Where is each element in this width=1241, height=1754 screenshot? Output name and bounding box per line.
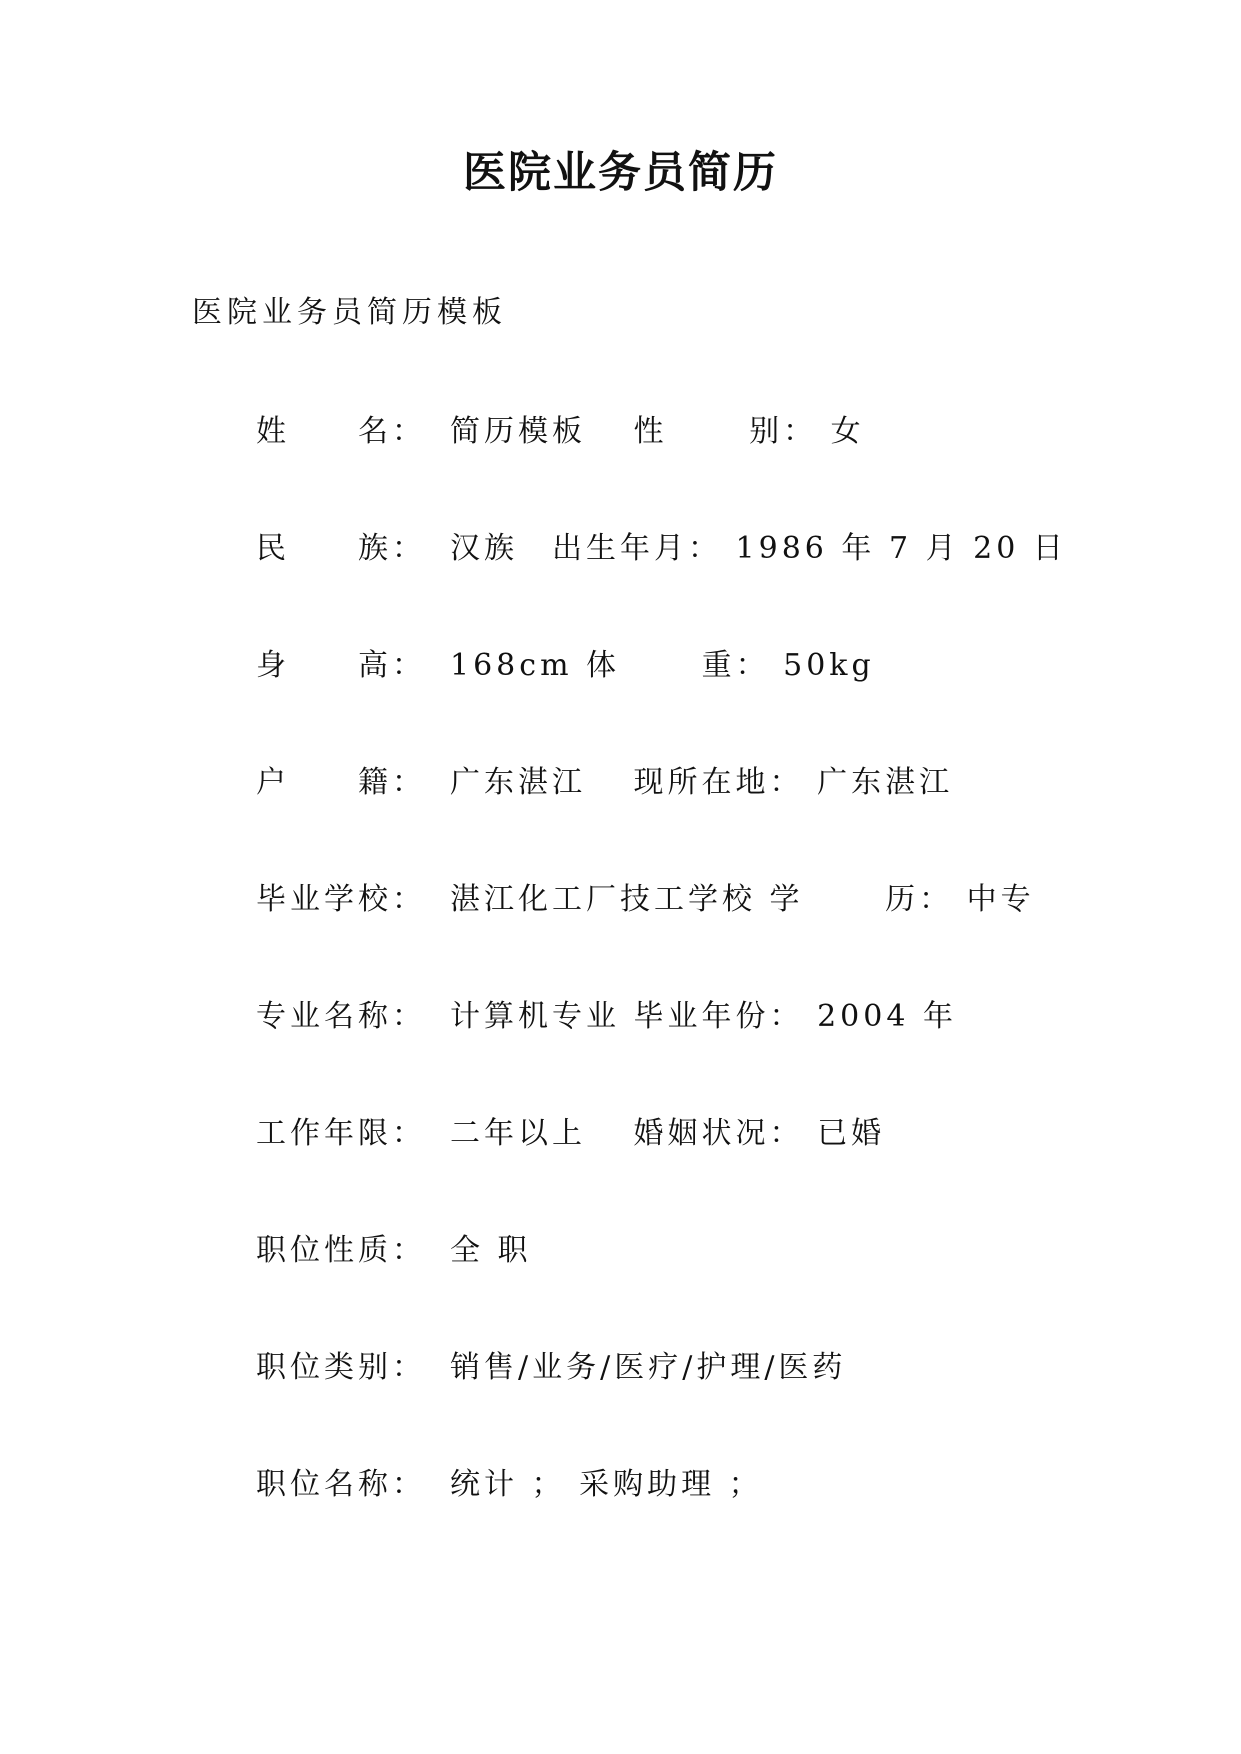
field-label: 民 族： — [256, 531, 426, 566]
field-row-major — [256, 999, 1156, 1116]
field-label: 职位性质： — [256, 1233, 426, 1268]
field-label: 户 籍： — [256, 765, 426, 800]
field-value: 全 职 — [450, 1233, 532, 1268]
page-title: 医院业务员简历 — [463, 148, 778, 198]
field-row-job-title — [256, 1467, 1156, 1584]
resume-fields — [256, 414, 1156, 1584]
field-value: 计算机专业 毕业年份： 2004 年 — [450, 999, 957, 1034]
field-value: 二年以上 婚姻状况： 已婚 — [450, 1116, 886, 1151]
field-label: 专业名称： — [256, 999, 426, 1034]
subtitle: 医院业务员简历模板 — [192, 295, 507, 330]
field-value: 简历模板 性 别： 女 — [450, 414, 865, 449]
field-row-job-category — [256, 1350, 1156, 1467]
field-row-school — [256, 882, 1156, 999]
field-value: 汉族 出生年月： 1986 年 7 月 20 日 — [450, 531, 1067, 566]
field-label: 身 高： — [256, 648, 426, 683]
field-label: 职位名称： — [256, 1467, 426, 1502]
field-row-job-nature — [256, 1233, 1156, 1350]
field-row-ethnicity — [256, 531, 1156, 648]
field-label: 工作年限： — [256, 1116, 426, 1151]
field-value: 销售/业务/医疗/护理/医药 — [450, 1350, 847, 1385]
field-row-name — [256, 414, 1156, 531]
field-label: 毕业学校： — [256, 882, 426, 917]
field-value: 湛江化工厂技工学校 学 历： 中专 — [450, 882, 1035, 917]
field-value: 广东湛江 现所在地： 广东湛江 — [450, 765, 954, 800]
field-label: 姓 名： — [256, 414, 426, 449]
field-row-hometown — [256, 765, 1156, 882]
field-value: 统计 ； 采购助理 ； — [450, 1467, 763, 1502]
field-row-experience — [256, 1116, 1156, 1233]
field-row-height — [256, 648, 1156, 765]
field-label: 职位类别： — [256, 1350, 426, 1385]
field-value: 168cm 体 重： 50kg — [450, 648, 875, 683]
